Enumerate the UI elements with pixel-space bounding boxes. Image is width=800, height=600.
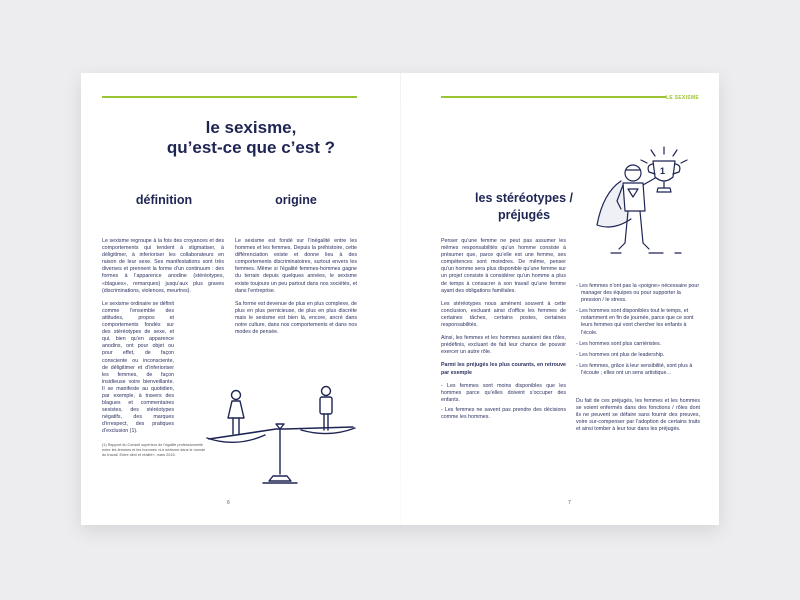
section-tag: LE SEXISME	[665, 95, 699, 101]
book-spread	[81, 73, 719, 525]
definition-paragraph-2: Le sexisme ordinaire se définit comme l’ensemble des attitudes, propos et comportements fondés sur des stéréotypes de sexe, et qui, bien qu’en apparence anodins, ont pour objet ou pour effet, de façon consciente ou inconsciente, de déligitimer et d’inferioriser les femmes, de façon insidieuse voire bienveillante. Il se manifeste au quotidien, par exemple, à travers des blagues et commentaires sexistes, des stéréotypes négatifs, des marques d’irrespect, des pratiques d’exclusion (1).	[102, 300, 174, 435]
prejudice-item: - Les hommes sont plus carriéristes.	[576, 340, 662, 347]
origine-paragraph-2: Sa forme est devenue de plus en plus complexe, de plus en plus pernicieuse, de plus en plus discrète mais le sexisme est bien là, encore, ancré dans notre culture, dans nos comportements et dans nos modes de pensée.	[235, 300, 357, 336]
title-line-2: qu’est-ce que c’est ?	[166, 138, 336, 157]
stereotypes-paragraph-3: Ainsi, les femmes et les hommes auraient des rôles, prédéfinis, excluant de fait leur chance de pouvoir exercer un autre rôle.	[441, 335, 566, 356]
woman-icon	[228, 391, 244, 435]
stereotypes-text-column	[441, 238, 566, 421]
stereotypes-paragraph-2: Les stéréotypes nous amènent souvent à cette conclusion, excluant ainsi d’office les femmes de certaines tâches, certains postes, certaines responsabilités.	[441, 300, 566, 329]
balance-scale-illustration	[203, 386, 363, 486]
left-top-rule	[102, 96, 357, 98]
prejudice-item: - Les hommes sont disponibles tout le temps, et notamment en fin de journée, parce que ce sont leurs femmes qui vont chercher les enfants à l’école.	[576, 308, 694, 336]
origine-heading: origine	[275, 193, 317, 207]
stereotypes-heading-line-1: les stéréotypes /	[475, 191, 573, 205]
man-icon	[320, 387, 332, 431]
prejudice-item: - Les femmes ne savent pas prendre des décisions comme les hommes.	[441, 406, 566, 420]
prejudices-list-intro: Parmi les préjugés les plus courants, en retrouve par exemple	[441, 362, 566, 376]
page-title	[141, 118, 361, 158]
closing-paragraph: Du fait de ces préjugés, les femmes et les hommes se voient enfermés dans des fonctions / rôles dont ils ne peuvent se défaire sans fournir des preuves, voire sur-compenser par l’adoption de certains traits et ainsi tomber à leur tour dans les préjugés.	[576, 398, 700, 433]
footnote: (1) Rapport du Conseil supérieur de l’égalité professionnelle entre les femmes et les hommes «Le sexisme dans le monde du travail. Entre déni et réalité», mars 2015.	[102, 443, 206, 457]
left-page-number: 6	[227, 500, 230, 506]
stereotypes-paragraph-1: Penser qu’une femme ne peut pas assumer les mêmes responsabilités qu’un homme consiste à présumer que, parce qu’elle est une femme, ses compétences sont moindres. De même, penser qu’un homme sera plus disponible qu’une femme sur un projet consiste à considérer qu’un homme a plus de temps à consacrer à son travail qu’une femme ayant des obligations familiales.	[441, 238, 566, 294]
definition-heading: définition	[135, 193, 193, 207]
prejudice-item: - Les femmes, grâce à leur sensibilité, sont plus à l’écoute ; elles ont un sens artistique…	[576, 362, 693, 376]
page-fold	[400, 73, 401, 525]
stereotypes-heading-line-2: préjugés	[497, 208, 551, 222]
title-line-1: le sexisme,	[205, 118, 297, 137]
stereotypes-heading	[449, 190, 599, 224]
origine-paragraph-1: Le sexisme est fondé sur l’inégalité entre les hommes et les femmes. Depuis la préhistoire, cette différenciation existe et donne lieu à des comportements discriminatoires, surtout envers les femmes. Même si l’égalité femmes-hommes gagne du terrain depuis quelques années, le sexisme existe toujours un peu partout dans nos sociétés, et dans l’entreprise.	[235, 238, 357, 294]
prejudice-item: - Les femmes n’ont pas la «poigne» nécessaire pour manager des équipes ou pour supporter la pression / le stress.	[576, 283, 700, 304]
origine-column	[235, 238, 357, 342]
right-top-rule	[441, 96, 666, 98]
prejudice-item: - Les femmes sont moins disponibles que les hommes parce qu’elles doivent s’occuper des enfants.	[441, 382, 566, 403]
prejudice-item: - Les hommes ont plus de leadership.	[576, 351, 665, 358]
superhero-trophy-illustration	[591, 153, 701, 268]
prejudices-list-right	[576, 283, 700, 381]
svg-text:1: 1	[660, 166, 666, 176]
right-page-number: 7	[568, 500, 571, 506]
definition-paragraph-1: Le sexisme regroupe à la fois des croyances et des comportements qui tendent à stigmatiser, à déligitimer, à inferioriser les collaborateurs en raison de leur sexe. Ses manifestations sont très diverses et prennent la forme d’un continuum : des formes à l’apparence anodine (stéréotypes, «blagues», remarques) jusqu’aux plus graves (discriminations, violences, meurtres).	[102, 238, 224, 294]
